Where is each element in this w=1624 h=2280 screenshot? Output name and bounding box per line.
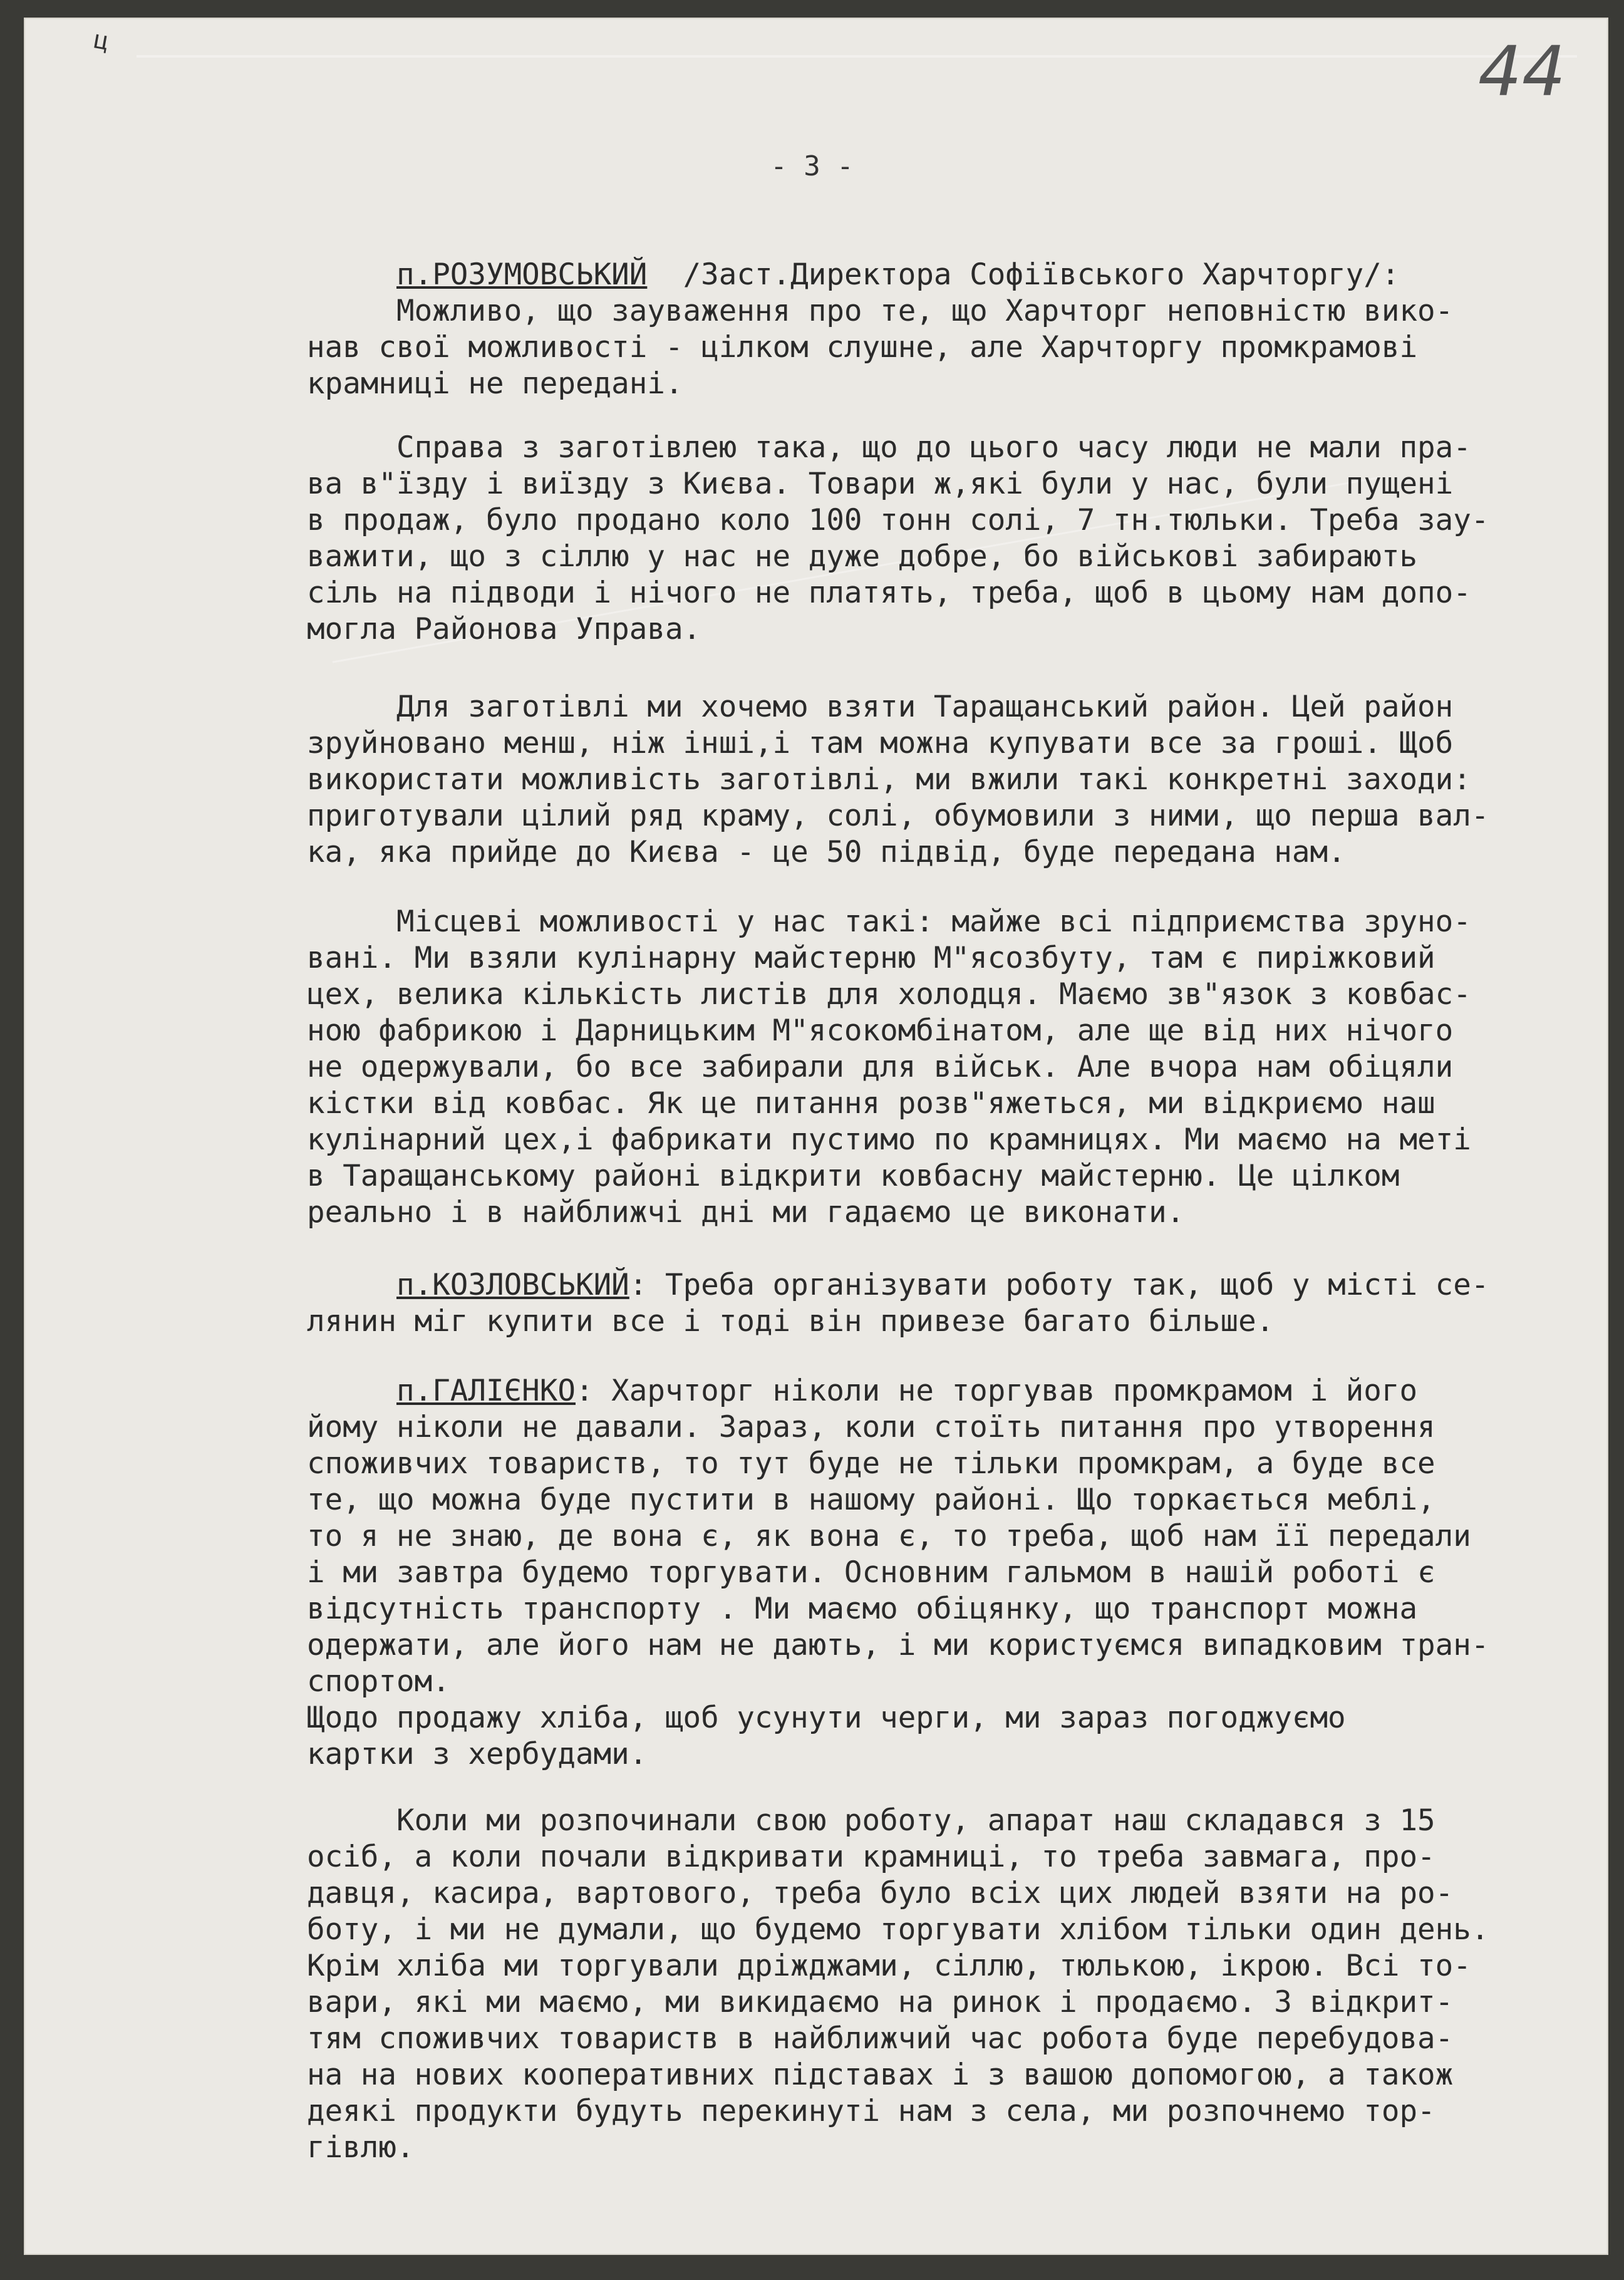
text-line: ка, яка прийде до Києва - це 50 підвід, буде передана нам. — [307, 835, 1346, 869]
text-line: використати можливість заготівлі, ми вжили такі конкретні заходи: — [307, 762, 1471, 797]
text-line: давця, касира, вартового, треба було всіх цих людей взяти на ро- — [307, 1876, 1454, 1910]
paragraph — [307, 1803, 1547, 2166]
speaker-remark: : Треба організувати роботу так, щоб у місті се- — [629, 1268, 1489, 1302]
text-line: осіб, а коли почали відкривати крамниці, то треба завмага, про- — [307, 1840, 1435, 1874]
paper-crease — [137, 55, 1577, 58]
text-line: крамниці не передані. — [307, 366, 683, 401]
indent — [307, 1268, 396, 1302]
text-line: картки з хербудами. — [307, 1737, 648, 1771]
text-line: Крім хліба ми торгували дріжджами, сіллю, тюлькою, ікрою. Всі то- — [307, 1949, 1471, 1983]
paragraph — [307, 257, 1547, 402]
text-line: деякі продукти будуть перекинуті нам з села, ми розпочнемо тор- — [307, 2094, 1435, 2128]
speaker-name: п.РОЗУМОВСЬКИЙ — [396, 257, 648, 292]
speaker-remark: : Харчторг ніколи не торгував промкрамом і його — [575, 1374, 1418, 1408]
text-line: реально і в найближчі дні ми гадаємо це виконати. — [307, 1195, 1185, 1230]
indent — [307, 257, 396, 292]
text-line: на на нових кооперативних підставах і з вашою допомогою, а також — [307, 2058, 1454, 2092]
text-line: приготували цілий ряд краму, солі, обумовили з ними, що перша вал- — [307, 799, 1489, 833]
paragraph — [307, 689, 1547, 871]
speaker-remark: /Заст.Директора Софіївського Харчторгу/: — [647, 257, 1400, 292]
text-line: тям споживчих товариств в найближчий час робота буде перебудова- — [307, 2021, 1454, 2056]
text-line: Справа з заготівлею така, що до цього часу люди не мали пра- — [307, 430, 1471, 465]
text-line: і ми завтра будемо торгувати. Основним гальмом в нашій роботі є — [307, 1555, 1435, 1590]
text-line: зруйновано менш, ніж інші,і там можна купувати все за гроші. Щоб — [307, 726, 1454, 760]
speaker-line — [307, 1373, 1547, 1409]
text-line: могла Районова Управа. — [307, 612, 701, 646]
text-line: кулінарний цех,і фабрикати пустимо по крамницях. Ми маємо на меті — [307, 1122, 1471, 1157]
text-line: те, що можна буде пустити в нашому районі. Що торкається меблі, — [307, 1483, 1435, 1517]
paragraph — [307, 1373, 1547, 1773]
text-line: боту, і ми не думали, що будемо торгувати хлібом тільки один день. — [307, 1912, 1489, 1947]
speaker-line — [307, 257, 1547, 293]
text-line: не одержували, бо все забирали для військ. Але вчора нам обіцяли — [307, 1050, 1454, 1084]
speaker-name: п.ГАЛІЄНКО — [396, 1374, 576, 1408]
text-line: гівлю. — [307, 2130, 415, 2165]
text-line: Щодо продажу хліба, щоб усунути черги, ми зараз погоджуємо — [307, 1701, 1346, 1735]
text-line: то я не знаю, де вона є, як вона є, то треба, щоб нам її передали — [307, 1519, 1471, 1553]
text-line: в продаж, було продано коло 100 тонн солі, 7 тн.тюльки. Треба зау- — [307, 503, 1489, 537]
text-line: вари, які ми маємо, ми викидаємо на ринок і продаємо. З відкрит- — [307, 1985, 1454, 2019]
paragraph — [307, 1267, 1547, 1340]
margin-mark: ц — [91, 25, 111, 56]
text-line: в Таращанському районі відкрити ковбасну майстерню. Це цілком — [307, 1159, 1400, 1193]
text-line: Для заготівлі ми хочемо взяти Таращанський район. Цей район — [307, 690, 1454, 724]
text-line: вані. Ми взяли кулінарну майстерню М"ясозбуту, там є пиріжковий — [307, 941, 1435, 975]
text-line: нав свої можливості - цілком слушне, але Харчторгу промкрамові — [307, 330, 1418, 365]
text-line: Можливо, що зауваження про те, що Харчторг неповністю вико- — [307, 294, 1454, 328]
text-line: одержати, але його нам не дають, і ми користуємся випадковим тран- — [307, 1628, 1489, 1662]
speaker-line — [307, 1267, 1547, 1303]
text-line: йому ніколи не давали. Зараз, коли стоїть питання про утворення — [307, 1410, 1435, 1444]
text-line: лянин міг купити все і тоді він привезе багато більше. — [307, 1304, 1275, 1339]
text-line: споживчих товариств, то тут буде не тільки промкрам, а буде все — [307, 1446, 1435, 1481]
page-number: - 3 - — [770, 150, 854, 182]
archive-page-number: 44 — [1478, 31, 1566, 111]
text-line: важити, що з сіллю у нас не дуже добре, бо військові забирають — [307, 539, 1418, 574]
text-line: спортом. — [307, 1664, 450, 1699]
text-line: ва в"їзду і виїзду з Києва. Товари ж,які були у нас, були пущені — [307, 467, 1454, 501]
paragraph — [307, 430, 1547, 648]
text-line: ною фабрикою і Дарницьким М"ясокомбінатом, але ще від них нічого — [307, 1013, 1454, 1048]
speaker-name: п.КОЗЛОВСЬКИЙ — [396, 1268, 629, 1302]
paragraph — [307, 904, 1547, 1231]
text-line: цех, велика кількість листів для холодця. Маємо зв"язок з ковбас- — [307, 977, 1471, 1012]
text-line: сіль на підводи і нічого не платять, треба, щоб в цьому нам допо- — [307, 576, 1471, 610]
text-line: Коли ми розпочинали свою роботу, апарат наш складався з 15 — [307, 1803, 1435, 1838]
indent — [307, 1374, 396, 1408]
text-line: кістки від ковбас. Як це питання розв"яжеться, ми відкриємо наш — [307, 1086, 1435, 1121]
text-line: відсутність транспорту . Ми маємо обіцянку, що транспорт можна — [307, 1592, 1418, 1626]
text-line: Місцеві можливості у нас такі: майже всі підприємства зруно- — [307, 904, 1471, 939]
